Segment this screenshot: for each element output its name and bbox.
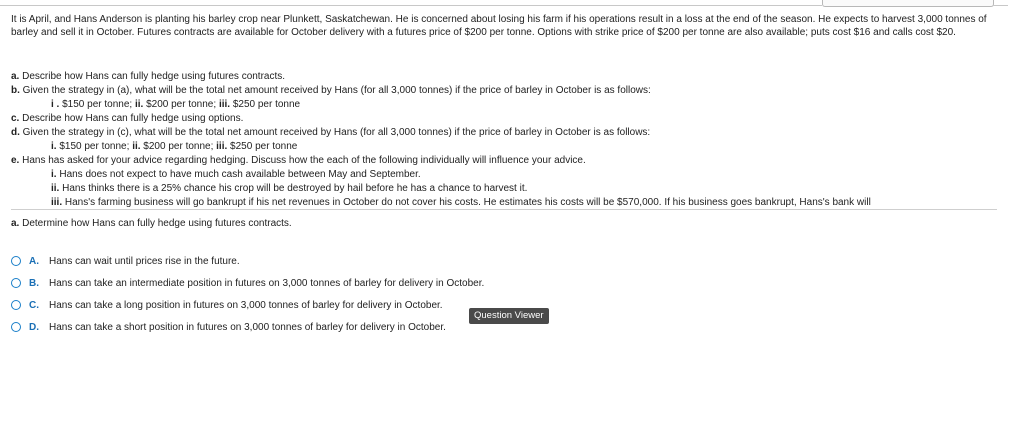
price-text: $200 per tonne; xyxy=(140,141,217,152)
part-e-item xyxy=(11,182,1001,196)
top-divider-left xyxy=(0,5,822,6)
price-text: $150 per tonne; xyxy=(59,99,135,110)
part-a xyxy=(11,70,1001,84)
item-text: Hans thinks there is a 25% chance his crop will be destroyed by hail before he has a chance to harvest it. xyxy=(59,183,528,194)
radio-button-a[interactable] xyxy=(11,256,21,266)
part-text: Given the strategy in (c), what will be the total net amount received by Hans (for all 3,000 tonnes) if the price of barley in October is as follows: xyxy=(19,127,651,138)
radio-button-b[interactable] xyxy=(11,278,21,288)
radio-button-c[interactable] xyxy=(11,300,21,310)
part-c xyxy=(11,112,1001,126)
question-viewer-tooltip[interactable]: Question Viewer xyxy=(469,308,549,324)
choice-b[interactable] xyxy=(11,272,484,294)
choice-text[interactable]: Hans can take a long position in futures on 3,000 tonnes of barley for delivery in October. xyxy=(49,299,443,311)
choice-text[interactable]: Hans can take an intermediate position in futures on 3,000 tonnes of barley for delivery in October. xyxy=(49,277,485,289)
price-label: ii. xyxy=(132,141,141,152)
choice-a[interactable] xyxy=(11,250,484,272)
problem-statement: It is April, and Hans Anderson is planting his barley crop near Plunkett, Saskatchewan. He is concerned about losing his farm if his operations result in a loss at the end of the season. He expects to harvest 3,000 tonnes of barley and sell it in October. Futures contracts are available for October delivery with a futures price of $200 per tonne. Options with strike price of $200 per tonne are also available; puts cost $16 and calls cost $20. xyxy=(11,14,987,38)
price-text: $200 per tonne; xyxy=(143,99,219,110)
choice-letter: A. xyxy=(29,255,39,267)
choice-text[interactable]: Hans can wait until prices rise in the future. xyxy=(49,255,240,267)
part-e-item xyxy=(11,168,1001,182)
question-parts xyxy=(11,70,1001,210)
part-d xyxy=(11,126,1001,140)
price-label: i. xyxy=(51,141,57,152)
part-b-prices xyxy=(11,98,1001,112)
part-text: Describe how Hans can fully hedge using options. xyxy=(19,113,244,124)
part-label: a. xyxy=(11,71,20,82)
part-text: Describe how Hans can fully hedge using futures contracts. xyxy=(19,71,286,82)
choice-text[interactable]: Hans can take a short position in futures on 3,000 tonnes of barley for delivery in October. xyxy=(49,321,446,333)
part-label: b. xyxy=(11,85,20,96)
part-label: d. xyxy=(11,127,20,138)
item-text: Hans does not expect to have much cash available between May and September. xyxy=(56,169,421,180)
section-divider xyxy=(11,209,997,210)
part-label: e. xyxy=(11,155,20,166)
price-label: i . xyxy=(51,99,60,110)
item-label: iii. xyxy=(51,197,63,208)
choice-letter: D. xyxy=(29,321,39,333)
price-label: ii. xyxy=(134,99,144,110)
price-text: $250 per tonne xyxy=(227,141,298,152)
item-text: Hans's farming business will go bankrupt if his net revenues in October do not cover his costs. He estimates his costs will be $570,000. If his business goes bankrupt, Hans's bank will xyxy=(62,197,871,208)
item-label: i. xyxy=(51,169,57,180)
choice-letter: C. xyxy=(29,299,39,311)
price-label: iii. xyxy=(218,99,231,110)
collapse-handle[interactable] xyxy=(822,0,994,7)
item-label: ii. xyxy=(51,183,60,194)
part-b xyxy=(11,84,1001,98)
price-text: $250 per tonne xyxy=(230,99,301,110)
part-text: Given the strategy in (a), what will be the total net amount received by Hans (for all 3,000 tonnes) if the price of barley in October is as follows: xyxy=(19,85,651,96)
part-label: c. xyxy=(11,113,20,124)
price-text: $150 per tonne; xyxy=(56,141,133,152)
part-d-prices xyxy=(11,140,1001,154)
radio-button-d[interactable] xyxy=(11,322,21,332)
choice-c[interactable] xyxy=(11,294,484,316)
part-e xyxy=(11,154,1001,168)
question-label: a. xyxy=(11,218,20,229)
part-text: Hans has asked for your advice regarding hedging. Discuss how the each of the following individually will influence your advice. xyxy=(19,155,586,166)
answer-choices xyxy=(11,250,484,338)
choice-d[interactable] xyxy=(11,316,484,338)
top-toolbar-edge xyxy=(0,0,1024,8)
question-text: Determine how Hans can fully hedge using futures contracts. xyxy=(19,218,292,229)
top-divider-right xyxy=(993,5,1008,6)
choice-letter: B. xyxy=(29,277,39,289)
part-e-item xyxy=(11,196,1001,210)
current-question xyxy=(11,218,292,229)
price-label: iii. xyxy=(216,141,228,152)
